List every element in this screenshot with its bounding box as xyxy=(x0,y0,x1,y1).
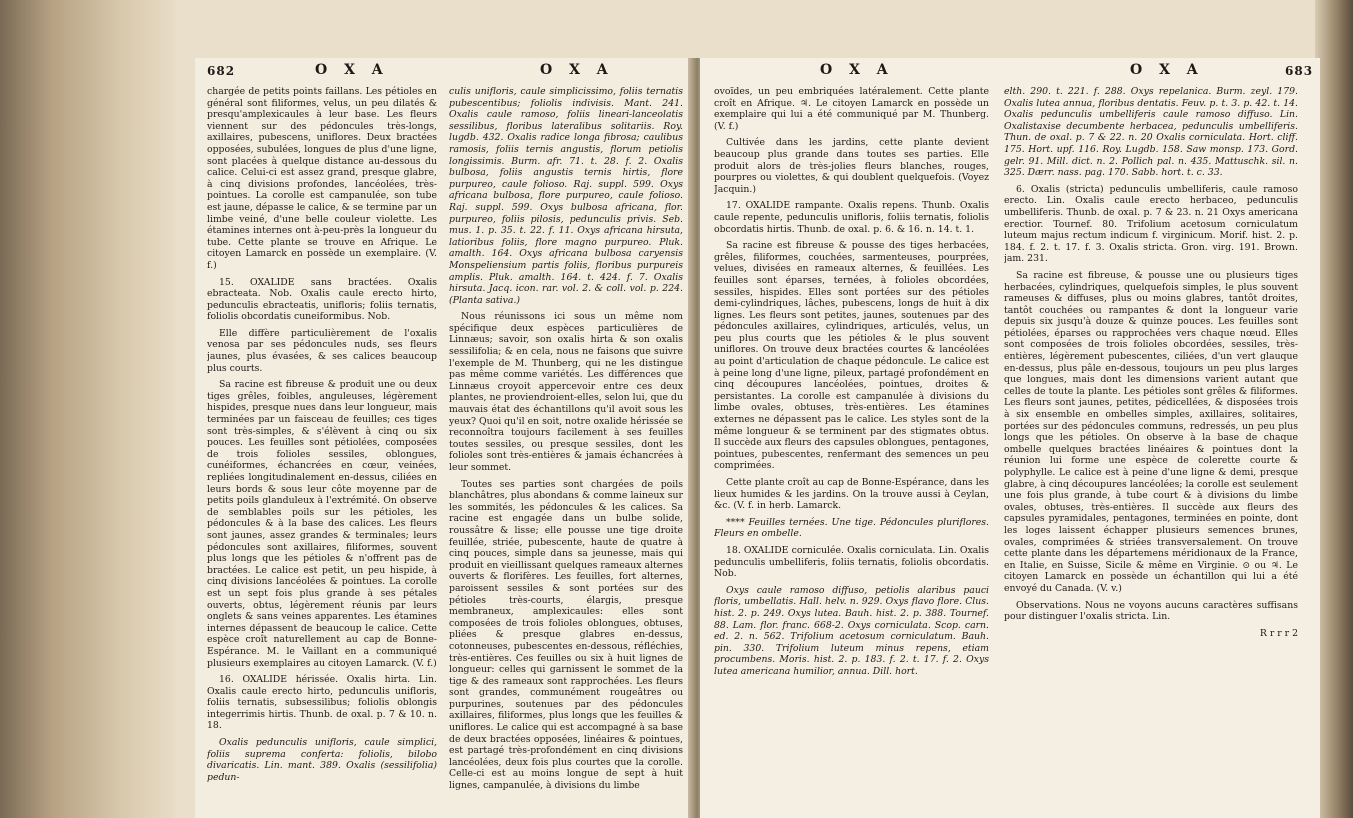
paragraph: Sa racine est fibreuse & pousse des tiges herbacées, grêles, filiformes, couchées, sarmenteuses, pourprées, velues, divisées en rameaux alternes, & feuillées. Les feuilles sont éparses, ternées, à folioles obcordées, sessiles, hispides. Elles sont portées sur des pétioles demi-cylindriques, lâches, pubescens, longs de huit à dix lignes. Les fleurs sont petites, jaunes, soutenues par des pédoncules axillaires, cylindriques, articulés, velus, un peu plus courts que les pétioles & le plus souvent uniflores. On trouve deux bractées courtes & lancéolées au point d'articulation de chaque pédoncule. Le calice est à peine long d'une ligne, pileux, partagé profondément en cinq découpures lancéolées, pointues, droites & persistantes. La corolle est campanulée à divisions du limbe ovales, obtuses, très-entières. Les étamines externes ne dépassent pas le calice. Les styles sont de la même longueur & se terminent par des stigmates obtus. Il succède aux fleurs des capsules oblongues, pentagones, pointues, pubescentes, renfermant des semences un peu comprimées. xyxy=(714,240,989,472)
paragraph: elth. 290. t. 221. f. 288. Oxys repelanica. Burm. zeyl. 179. Oxalis lutea annua, floribus dentatis. Feuv. p. t. 3. p. 42. t. 14. Oxalis pedunculis umbelliferis caule ramoso diffuso. Lin. Oxalistaxise decumbente herbacea, pedunculis umbelliferis. Thun. de oxal. p. 7 & 22. n. 20 Oxalis corniculata. Hort. cliff. 175. Hort. upf. 116. Roy. Lugdb. 158. Saw monsp. 173. Gord. gelr. 91. Mill. dict. n. 2. Pollich pal. n. 435. Mattuschk. sil. n. 325. Dærr. nass. pag. 170. Sabb. hort. t. c. 33. xyxy=(1004,86,1298,179)
left-column-1 xyxy=(207,86,437,811)
paragraph: Elle diffère particulièrement de l'oxalis venosa par ses pédoncules nuds, ses fleurs jaunes, plus évasées, & ses calices beaucoup plus courts. xyxy=(207,327,437,374)
paragraph: Cette plante croît au cap de Bonne-Espérance, dans les lieux humides & les jardins. On la trouve aussi à Ceylan, &c. (V. f. in herb. Lamarck. xyxy=(714,477,989,512)
paragraph: Observations. Nous ne voyons aucuns caractères suffisans pour distinguer l'oxalis stricta. Lin. xyxy=(1004,599,1298,623)
book-edge-left xyxy=(0,0,175,818)
paragraph: Oxalis pedunculis unifloris, caule simplici, foliis suprema conferta: foliolis, bilobo divaricatis. Lin. mant. 389. Oxalis (sessilifolia) pedun- xyxy=(207,737,437,783)
paragraph: 17. OXALIDE rampante. Oxalis repens. Thunb. Oxalis caule repente, pedunculis unifloris, foliis ternatis, foliolis obcordatis hirtis. Thunb. de oxal. p. 6. & 16. n. 14. t. 1. xyxy=(714,200,989,235)
paragraph: Sa racine est fibreuse & produit une ou deux tiges grêles, foibles, anguleuses, légèrement hispides, presque nues dans leur longueur, mais terminées par un faisceau de feuilles; ces tiges sont très-simples, & s'élèvent à cinq ou six pouces. Les feuilles sont pétiolées, composées de trois folioles sessiles, oblongues, cunéiformes, échancrées en cœur, veinées, repliées longitudinalement en-dessus, ciliées en leurs bords & sous leur côte moyenne par de petits poils glanduleux à l'extrémité. On observe de semblables poils sur les pétioles, les pédoncules & à la base des calices. Les fleurs sont jaunes, assez grandes & terminales; leurs pédoncules sont axillaires, filiformes, souvent plus longs que les pétioles & n'offrent pas de bractées. Le calice est petit, un peu hispide, à cinq divisions lancéolées & pointues. La corolle est un sept fois plus grande à ses pétales ouverts, obtus, légèrement réunis par leurs onglets & sans veines apparentes. Les étamines internes dépassent de beaucoup le calice. Cette espèce croît naturellement au cap de Bonne-Espérance. M. le Vaillant en a communiqué plusieurs exemplaires au citoyen Lamarck. (V. f.) xyxy=(207,379,437,669)
right-header-left: O X A xyxy=(820,62,894,78)
paragraph: Sa racine est fibreuse, & pousse une ou plusieurs tiges herbacées, cylindriques, quelquefois simples, le plus souvent rameuses & diffuses, plus ou moins glabres, tantôt droites, tantôt couchées ou rampantes & dont la longueur varie depuis six jusqu'à douze & quinze pouces. Les feuilles sont pétiolées, éparses ou rapprochées vers chaque nœud. Elles sont composées de trois folioles obcordées, sessiles, très-entières, légèrement pubescentes, ciliées, d'un vert glauque en-dessus, plus pâle en-dessous, toujours un peu plus larges que longues, mais dont les dimensions varient autant que celles de toute la plante. Les pétioles sont grêles & filiformes. Les fleurs sont jaunes, petites, pédicellées, & disposées trois à six ensemble en ombelles simples, axillaires, solitaires, portées sur des pédoncules communs, redressés, un peu plus longs que les pétioles. On observe à la base de chaque ombelle quelques bractées linéaires & pointues dont la réunion lui forme une espèce de colerette courte & polyphylle. Le calice est à peine d'une ligne & demi, presque glabre, à cinq découpures lancéolées; la corolle est seulement une fois plus grande, à tube court & à divisions du limbe ovales, obtuses, très-entières. Il succède aux fleurs des capsules pyramidales, pentagones, terminées en pointe, dont les loges laissent échapper plusieurs semences brunes, ovales, comprimées & striées transversalement. On trouve cette plante dans les départemens méridionaux de la France, en Italie, en Suisse, Sicile & même en Virginie. ⊙ ou ♃. Le citoyen Lamarck en possède un échantillon qui lui a été envoyé du Canada. (V. v.) xyxy=(1004,269,1298,594)
paragraph: **** Feuilles ternées. Une tige. Pédoncules pluriflores. Fleurs en ombelle. xyxy=(714,516,989,540)
left-page xyxy=(195,58,692,818)
paragraph: 15. OXALIDE sans bractées. Oxalis ebracteata. Nob. Oxalis caule erecto hirto, pedunculis ebracteatis, unifloris; foliis ternatis, foliolis obcordatis cuneiformibus. Nob. xyxy=(207,276,437,323)
right-page-number: 683 xyxy=(1285,64,1314,78)
paragraph: Nous réunissons ici sous un même nom spécifique deux espèces particulières de Linnæus; savoir, son oxalis hirta & son oxalis sessilifolia; & en cela, nous ne faisons que suivre l'exemple de M. Thunberg, qui ne les distingue pas même comme variétés. Les différences que Linnæus croyoit appercevoir entre ces deux plantes, ne proviendroient-elles, selon lui, que du mauvais état des échantillons qu'il avoit sous les yeux? Quoi qu'il en soit, notre oxalide hérissée se reconnoîtra toujours facilement à ses feuilles toutes sessiles, ou presque sessiles, dont les folioles sont très-entières & jamais échancrées à leur sommet. xyxy=(449,311,683,473)
paragraph: Oxys caule ramoso diffuso, petiolis alaribus pauci floris, umbellatis. Hall. helv. n. 929. Oxys flavo flore. Clus. hist. 2. p. 249. Oxys lutea. Bauh. hist. 2. p. 388. Tournef. 88. Lam. flor. franc. 668-2. Oxys corniculata. Scop. carn. ed. 2. n. 562. Trifolium acetosum corniculatum. Bauh. pin. 330. Trifolium luteum minus repens, etiam procumbens. Moris. hist. 2. p. 183. f. 2. t. 17. f. 2. Oxys lutea americana humilior, annua. Dill. hort. xyxy=(714,584,989,677)
left-header-left: O X A xyxy=(315,62,389,78)
paragraph: ovoïdes, un peu embriquées latéralement. Cette plante croît en Afrique. ♃. Le citoyen Lamarck en possède un exemplaire qui lui a été communiqué par M. Thunberg. (V. f.) xyxy=(714,86,989,132)
right-column-1 xyxy=(714,86,989,811)
paragraph: Cultivée dans les jardins, cette plante devient beaucoup plus grande dans toutes ses parties. Elle produit alors de très-jolies fleurs blanches, rouges, pourpres ou violettes, & qui doublent quelquefois. (Voyez Jacquin.) xyxy=(714,137,989,195)
book-edge-right xyxy=(1315,0,1353,818)
left-column-2 xyxy=(449,86,683,811)
paragraph: 18. OXALIDE corniculée. Oxalis corniculata. Lin. Oxalis pedunculis umbelliferis, foliis ternatis, foliolis obcordatis. Nob. xyxy=(714,544,989,580)
left-page-number: 682 xyxy=(207,64,236,78)
paragraph: chargée de petits points faillans. Les pétioles en général sont filiformes, velus, un peu dilatés & presqu'amplexicaules à leur base. Les fleurs viennent sur des pédoncules très-longs, axillaires, pubescens, uniflores. Deux bractées opposées, subulées, longues de plus d'une ligne, sont placées à quelque distance au-dessous du calice. Celui-ci est assez grand, presque glabre, à cinq divisions profondes, lancéolées, très-pointues. La corolle est campanulée, son tube est jaune, dépasse le calice, & se termine par un limbe veiné, d'une belle couleur violette. Les étamines internes ont à-peu-près la longueur du tube. Cette plante se trouve en Afrique. Le citoyen Lamarck en possède un exemplaire. (V. f.) xyxy=(207,86,437,271)
paragraph: 6. Oxalis (stricta) pedunculis umbelliferis, caule ramoso erecto. Lin. Oxalis caule erecto herbaceo, pedunculis umbelliferis. Thunb. de oxal. p. 7 & 23. n. 21 Oxys americana erectior. Tournef. 80. Trifolium acetosum corniculatum luteum majus rectum indicum f. virginicum. Morif. hist. 2. p. 184. f. 2. t. 17. f. 3. Oxalis stricta. Gron. virg. 191. Brown. jam. 231. xyxy=(1004,183,1298,265)
left-header-right: O X A xyxy=(540,62,614,78)
right-page xyxy=(700,58,1320,818)
paragraph: culis unifloris, caule simplicissimo, foliis ternatis pubescentibus; foliolis indivisis. Mant. 241. Oxalis caule ramoso, foliis lineari-lanceolatis sessilibus, floribus lateralibus solitariis. Roy. lugdb. 432. Oxalis radice longa fibrosa; caulibus ramosis, foliis ternis angustis, florum petiolis longissimis. Burm. afr. 71. t. 28. f. 2. Oxalis bulbosa, foliis angustis ternis hirtis, flore purpureo, caule folioso. Raj. suppl. 599. Oxys africana bulbosa, flore purpureo, caule folioso. Raj. suppl. 599. Oxys bulbosa africana, flor. purpureo, foliis pilosis, pedunculis privis. Seb. mus. 1. p. 35. t. 22. f. 11. Oxys africana hirsuta, latioribus foliis, flore magno purpureo. Pluk. amalth. 164. Oxys africana bulbosa caryensis Monspeliensium partis foliis, floribus purpureis amplis. Pluk. amalth. 164. t. 424. f. 7. Oxalis hirsuta. Jacq. icon. rar. vol. 2. & coll. vol. p. 224. (Planta sativa.) xyxy=(449,86,683,306)
paragraph: 16. OXALIDE hérissée. Oxalis hirta. Lin. Oxalis caule erecto hirto, pedunculis unifloris, foliis ternatis, subsessilibus; foliolis oblongis integerrimis hirtis. Thunb. de oxal. p. 7 & 10. n. 18. xyxy=(207,674,437,732)
right-header-right: O X A xyxy=(1130,62,1204,78)
paragraph: Toutes ses parties sont chargées de poils blanchâtres, plus abondans & comme laineux sur les sommités, les pédoncules & les calices. Sa racine est engagée dans un bulbe solide, roussâtre & lisse; elle pousse une tige droite feuillée, striée, pubescente, haute de quatre à cinq pouces, simple dans sa jeunesse, mais qui produit en vieillissant quelques rameaux alternes ouverts & florifères. Les feuilles, fort alternes, paroissent sessiles & sont portées sur des pétioles très-courts, élargis, presque membraneux, amplexicaules: elles sont composées de trois folioles oblongues, obtuses, pliées & presque glabres en-dessus, cotonneuses, pubescentes en-dessous, réfléchies, très-entières. Ces feuilles ou six à huit lignes de longueur: celles qui garnissent le sommet de la tige & des rameaux sont rapprochées. Les fleurs sont grandes, communément rougeâtres ou purpurines, soutenues par des pédoncules axillaires, filiformes, plus longs que les feuilles & uniflores. Le calice qui est accompagné à sa base de deux bractées opposées, linéaires & pointues, est partagé très-profondément en cinq divisions lancéolées, deux fois plus courtes que la corolle. Celle-ci est au moins longue de sept à huit lignes, campanulée, à divisions du limbe xyxy=(449,478,683,792)
right-column-2 xyxy=(1004,86,1298,811)
signature-mark: R r r r 2 xyxy=(1259,627,1298,639)
